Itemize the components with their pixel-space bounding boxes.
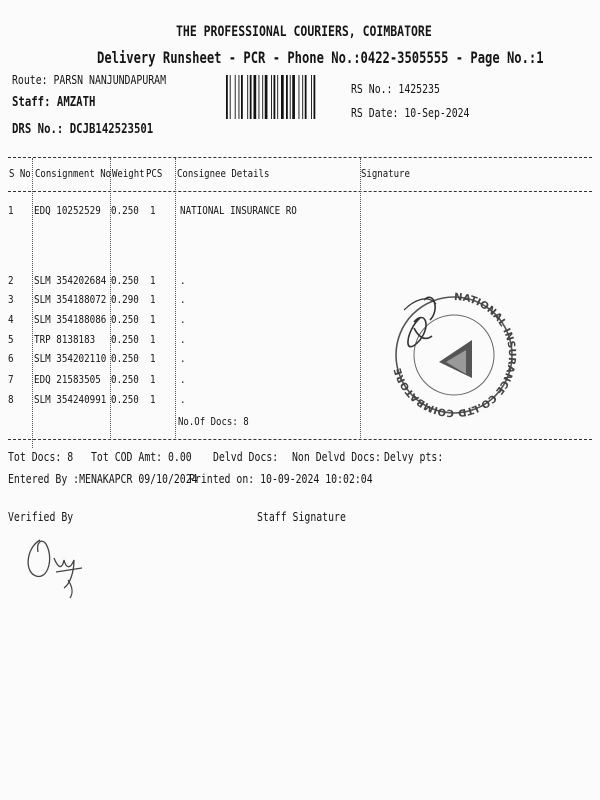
insurance-stamp bbox=[384, 270, 524, 430]
row-sno: 2 bbox=[8, 274, 14, 287]
barcode-bar bbox=[250, 75, 252, 119]
barcode-bar bbox=[241, 75, 243, 119]
row-weight: 0.250 bbox=[111, 393, 139, 406]
verified-by: Verified By bbox=[8, 510, 74, 524]
row-sno: 6 bbox=[8, 352, 14, 365]
col-header-signature: Signature bbox=[361, 168, 410, 180]
rs-date: RS Date: 10-Sep-2024 bbox=[351, 106, 470, 120]
route-label: Route: PARSN NANJUNDAPURAM bbox=[12, 73, 167, 87]
no-of-docs: No.Of Docs: 8 bbox=[178, 416, 249, 428]
col-divider bbox=[360, 158, 361, 438]
tot-cod-value: 0.00 bbox=[168, 450, 192, 464]
row-pcs: 1 bbox=[150, 204, 156, 217]
barcode-bar bbox=[271, 75, 272, 119]
delvy-pts: Delvy pts: bbox=[384, 450, 444, 464]
row-consignment: SLM 354202110 bbox=[34, 352, 107, 365]
barcode-bar bbox=[302, 75, 303, 119]
rs-number: RS No.: 1425235 bbox=[351, 82, 440, 96]
staff-signature: Staff Signature bbox=[257, 510, 346, 524]
barcode-bar bbox=[262, 75, 263, 119]
row-details: . bbox=[180, 333, 186, 346]
row-pcs: 1 bbox=[150, 313, 156, 326]
row-pcs: 1 bbox=[150, 274, 156, 287]
barcode-bar bbox=[292, 75, 295, 119]
barcode-bar bbox=[235, 75, 236, 119]
non-delvd-docs: Non Delvd Docs: bbox=[292, 450, 381, 464]
col-header-sno: S No bbox=[9, 168, 31, 180]
col-header-consignee: Consignee Details bbox=[177, 168, 270, 180]
printed-on: Printed on: 10-09-2024 10:02:04 bbox=[189, 472, 373, 486]
row-sno: 1 bbox=[8, 204, 14, 217]
row-consignment: EDQ 21583505 bbox=[34, 373, 101, 386]
barcode-bar bbox=[230, 75, 231, 119]
barcode-bar bbox=[239, 75, 240, 119]
barcode-bar bbox=[226, 75, 228, 119]
barcode-bar bbox=[254, 75, 257, 119]
verifier-signature bbox=[18, 528, 98, 600]
barcode-bar bbox=[314, 75, 316, 119]
row-weight: 0.250 bbox=[111, 204, 139, 217]
tot-docs: Tot Docs: 8 bbox=[8, 450, 74, 464]
row-consignment: EDQ 10252529 bbox=[34, 204, 101, 217]
row-sno: 5 bbox=[8, 333, 14, 346]
barcode-bar bbox=[277, 75, 278, 119]
entered-by: Entered By :MENAKAPCR 09/10/2024 bbox=[8, 472, 198, 486]
row-weight: 0.250 bbox=[111, 274, 139, 287]
table-top-rule bbox=[8, 157, 592, 158]
row-details: NATIONAL INSURANCE RO bbox=[180, 204, 297, 217]
row-details: . bbox=[180, 293, 186, 306]
drs-number: DRS No.: DCJB142523501 bbox=[12, 122, 154, 137]
barcode-bar bbox=[290, 75, 291, 119]
row-sno: 7 bbox=[8, 373, 14, 386]
row-consignment: SLM 354240991 bbox=[34, 393, 107, 406]
delvd-docs: Delvd Docs: bbox=[213, 450, 279, 464]
row-sno: 3 bbox=[8, 293, 14, 306]
company-title: THE PROFESSIONAL COURIERS, COIMBATORE bbox=[176, 24, 432, 40]
col-header-consignment: Consignment No bbox=[35, 168, 112, 180]
barcode-bar bbox=[311, 75, 312, 119]
row-weight: 0.250 bbox=[111, 352, 139, 365]
row-pcs: 1 bbox=[150, 352, 156, 365]
row-weight: 0.290 bbox=[111, 293, 139, 306]
barcode-bar bbox=[305, 75, 307, 119]
runsheet-subtitle: Delivery Runsheet - PCR - Phone No.:0422-3505555 - Page No.:1 bbox=[97, 48, 544, 67]
row-consignment: SLM 354188072 bbox=[34, 293, 107, 306]
col-divider bbox=[175, 158, 176, 438]
row-consignment: TRP 8138183 bbox=[34, 333, 96, 346]
row-consignment: SLM 354202684 bbox=[34, 274, 107, 287]
row-weight: 0.250 bbox=[111, 313, 139, 326]
barcode-bar bbox=[286, 75, 288, 119]
barcode-bar bbox=[265, 75, 268, 119]
barcode-bar bbox=[259, 75, 260, 119]
barcode-bar bbox=[247, 75, 248, 119]
col-divider bbox=[32, 158, 33, 448]
barcode-bar bbox=[281, 75, 284, 119]
col-header-weight: Weight bbox=[112, 168, 145, 180]
barcode-bar bbox=[274, 75, 276, 119]
col-header-pcs: PCS bbox=[146, 168, 163, 180]
row-weight: 0.250 bbox=[111, 373, 139, 386]
row-weight: 0.250 bbox=[111, 333, 139, 346]
row-sno: 8 bbox=[8, 393, 14, 406]
row-pcs: 1 bbox=[150, 333, 156, 346]
row-pcs: 1 bbox=[150, 393, 156, 406]
table-header-rule bbox=[8, 191, 592, 192]
row-details: . bbox=[180, 352, 186, 365]
row-sno: 4 bbox=[8, 313, 14, 326]
barcode-bar bbox=[299, 75, 300, 119]
row-pcs: 1 bbox=[150, 293, 156, 306]
row-consignment: SLM 354188086 bbox=[34, 313, 107, 326]
svg-text:NATIONAL INSURANCE CO.LTD COIM: NATIONAL INSURANCE CO.LTD COIMBATORE bbox=[392, 291, 518, 419]
table-bottom-rule bbox=[8, 439, 592, 440]
row-pcs: 1 bbox=[150, 373, 156, 386]
barcode bbox=[226, 75, 343, 119]
staff-label: Staff: AMZATH bbox=[12, 95, 96, 110]
row-details: . bbox=[180, 373, 186, 386]
row-details: . bbox=[180, 274, 186, 287]
row-details: . bbox=[180, 313, 186, 326]
row-details: . bbox=[180, 393, 186, 406]
tot-cod-label: Tot COD Amt: bbox=[91, 450, 163, 464]
